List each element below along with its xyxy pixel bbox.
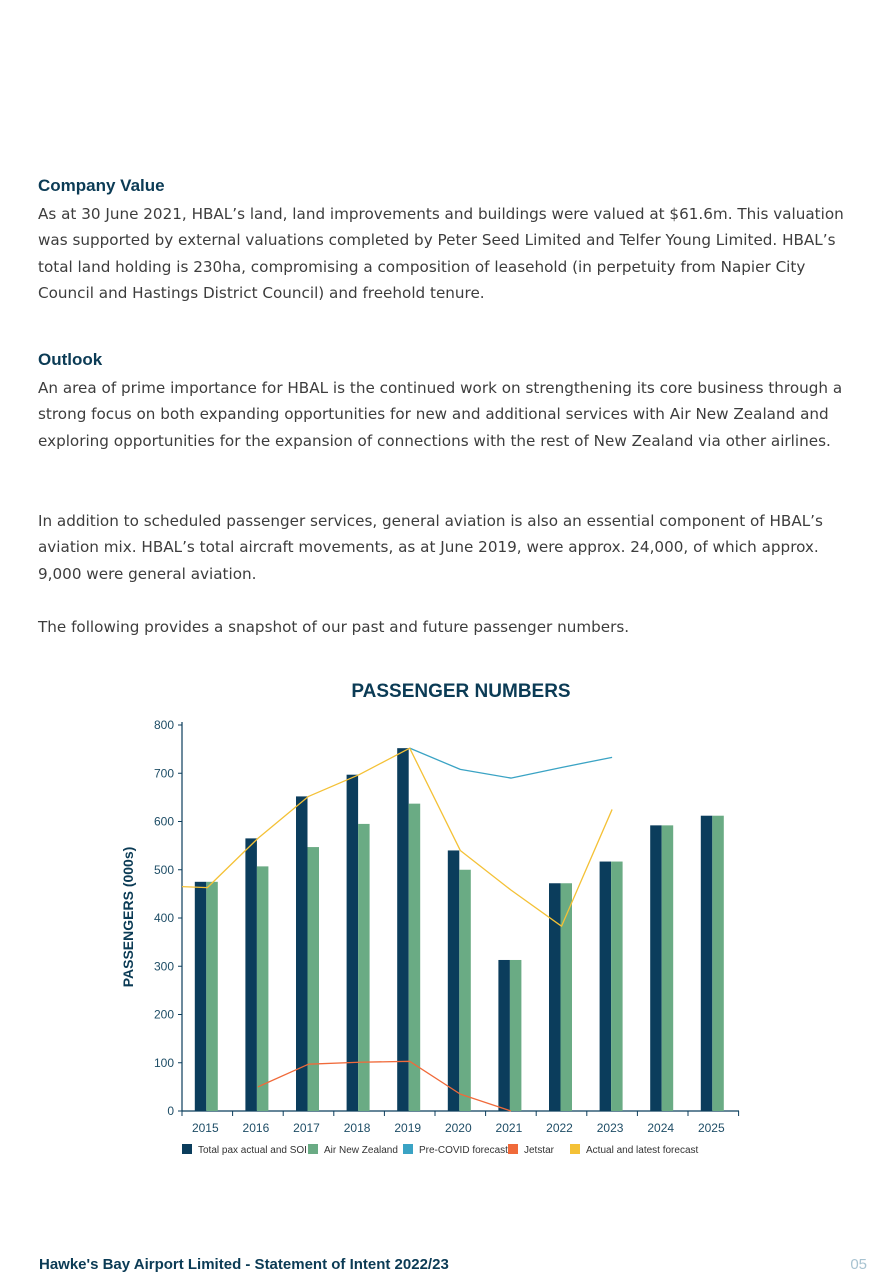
x-tick-label: 2024 — [647, 1121, 675, 1135]
bar-airnz — [510, 960, 522, 1111]
x-tick-label: 2022 — [546, 1121, 573, 1135]
bar-total — [195, 882, 207, 1111]
bar-total — [600, 862, 612, 1111]
outlook-paragraph-3: The following provides a snapshot of our past and future passenger numbers. — [38, 618, 630, 636]
bar-total — [701, 816, 713, 1111]
legend-swatch-actual — [570, 1144, 580, 1154]
x-tick-label: 2025 — [697, 1121, 725, 1135]
legend-swatch-total — [182, 1144, 192, 1154]
y-axis-label: PASSENGERS (000s) — [120, 846, 136, 988]
legend-swatch-airnz — [308, 1144, 318, 1154]
outlook-paragraph-2: In addition to scheduled passenger services, general aviation is also an essential component of HBAL’s aviation mix. HBAL’s total aircraft movements, as at June 2019, were approx. 24,000, of which approx. 9,000 were general aviation. — [38, 512, 823, 583]
x-tick-label: 2015 — [191, 1121, 219, 1135]
x-tick-label: 2016 — [242, 1121, 270, 1135]
x-tick-label: 2023 — [596, 1121, 624, 1135]
bar-airnz — [257, 866, 269, 1111]
bar-total — [347, 775, 359, 1111]
bar-total — [498, 960, 510, 1111]
footer-title: Hawke's Bay Airport Limited - Statement of Intent 2022/23 — [39, 1256, 449, 1273]
x-tick-label: 2021 — [495, 1121, 523, 1135]
y-tick-label: 0 — [167, 1104, 174, 1118]
bar-airnz — [712, 816, 724, 1111]
y-tick-label: 700 — [153, 766, 174, 781]
y-tick-label: 200 — [153, 1007, 174, 1022]
bar-total — [650, 825, 662, 1111]
outlook-paragraph-1: An area of prime importance for HBAL is the continued work on strengthening its core business through a strong focus on both expanding opportunities for new and additional services with Air New Zealand and exploring opportunities for the expansion of connections with the rest of New Zealand via other airlines. — [38, 379, 843, 450]
bar-total — [549, 883, 561, 1111]
bar-airnz — [561, 883, 573, 1111]
y-tick-label: 800 — [153, 718, 174, 732]
legend-swatch-precovid — [403, 1144, 413, 1154]
line-jetstar — [258, 1061, 511, 1111]
line-precovid — [410, 748, 612, 778]
outlook-heading: Outlook — [38, 350, 103, 369]
bar-airnz — [662, 825, 674, 1111]
page-number: 05 — [850, 1256, 867, 1273]
chart-title: PASSENGER NUMBERS — [351, 681, 571, 702]
bar-total — [397, 748, 409, 1111]
bar-airnz — [459, 870, 471, 1111]
y-tick-label: 300 — [153, 959, 174, 974]
legend-label-total: Total pax actual and SOI — [198, 1145, 307, 1156]
bar-airnz — [358, 824, 370, 1111]
bar-total — [296, 796, 308, 1111]
legend-label-actual: Actual and latest forecast — [586, 1145, 699, 1156]
legend-swatch-jetstar — [508, 1144, 518, 1154]
legend-label-airnz: Air New Zealand — [324, 1145, 398, 1156]
x-tick-label: 2019 — [394, 1121, 422, 1135]
bar-total — [245, 838, 257, 1111]
bar-total — [448, 850, 460, 1111]
y-tick-label: 400 — [153, 911, 174, 925]
legend-label-jetstar: Jetstar — [524, 1145, 555, 1156]
y-tick-label: 100 — [153, 1055, 174, 1070]
bar-airnz — [308, 847, 320, 1111]
company-value-heading: Company Value — [38, 176, 165, 195]
company-value-paragraph: As at 30 June 2021, HBAL’s land, land improvements and buildings were valued at $61.6m. This valuation was supported by external valuations completed by Peter Seed Limited and Telfer Young Limited. HBAL’s total land holding is 230ha, compromising a composition of leasehold (in perpetuity from Napier City Council and Hastings District Council) and freehold tenure. — [38, 205, 844, 303]
x-tick-label: 2017 — [293, 1121, 320, 1135]
bar-airnz — [611, 862, 623, 1111]
x-tick-label: 2020 — [444, 1121, 472, 1135]
x-tick-label: 2018 — [343, 1121, 371, 1135]
y-tick-label: 600 — [153, 814, 174, 829]
y-tick-label: 500 — [153, 862, 174, 877]
legend-label-precovid: Pre-COVID forecast — [419, 1145, 508, 1156]
bar-airnz — [206, 882, 218, 1111]
